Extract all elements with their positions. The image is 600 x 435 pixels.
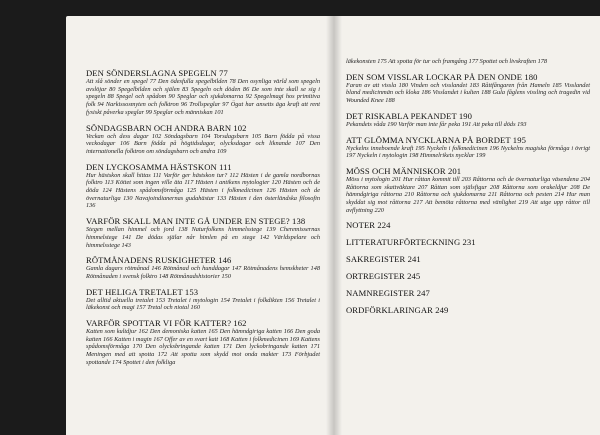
toc-heading: ATT GLÖMMA NYCKLARNA PÅ BORDET 195: [346, 134, 526, 145]
toc-heading: VARFÖR SPOTTAR VI FÖR KATTER? 162: [86, 318, 247, 329]
toc-entries: Katten som kultdjur 162 Den demoniska katten 165 Den hämndgiriga katten 166 Den goda katten 166 Katten i magin 167 Offer av en svart katt 168 Katten i folkmedicinen 169 Kattens spådomsförmåga 170 Den olycksbringande katten 171 Den lyckobringande katten 171 Meningen med att spotta 172 Att spotta som skydd mot onda makter 173 Förbjudet spottande 174 Spottet i den folkliga: [86, 328, 320, 366]
toc-heading: SAKREGISTER 241: [346, 254, 421, 265]
toc-heading: DEN SÖNDERSLAGNA SPEGELN 77: [86, 68, 228, 78]
toc-heading: MÖSS OCH MÄNNISKOR 201: [346, 165, 462, 176]
toc-section: [346, 305, 590, 315]
toc-heading: VARFÖR SKALL MAN INTE GÅ UNDER EN STEGE? 138: [86, 216, 306, 227]
toc-heading: ORTREGISTER 245: [346, 271, 421, 282]
toc-section: [346, 72, 590, 105]
toc-section: [86, 287, 320, 312]
toc-heading: ORDFÖRKLARINGAR 249: [346, 305, 449, 316]
toc-entries: Nyckelns inneboende kraft 195 Nyckeln i folkmedicinen 196 Nyckelns magiska förmåga i övrigt 197 Nyckeln i mytologin 198 Himmelrikets nycklar 199: [346, 144, 590, 160]
toc-heading: LITTERATURFÖRTECKNING 231: [346, 237, 476, 248]
toc-heading: DEN SOM VISSLAR LOCKAR PÅ DEN ONDE 180: [346, 71, 538, 82]
toc-section: [86, 216, 320, 249]
toc-entries: Faran av att vissla 180 Vinden och visslandet 183 Råttfångaren från Hameln 185 Visslandet bland medicinmän och kloka 186 Visslandet i kulten 188 Gula fåglens vissling och tragedin vid Wounded Knee 188: [346, 81, 590, 105]
toc-heading: NOTER 224: [346, 220, 391, 231]
toc-continuation: [346, 58, 590, 66]
toc-heading: DEN LYCKOSAMMA HÄSTSKON 111: [86, 161, 232, 172]
toc-entries: Hur hästskon skall hittas 111 Varför ger hästskon tur? 112 Hästen i de gamla nordbornas folktro 113 Köttet som ingen ville äta 117 Hästen i antikens mytologier 120 Hästen och de döda 124 Hästens spådomsförmåga 125 Hästen i folkmedicinen 126 Hästen och de övernaturliga 130 Navajoindianernas gudahästar 133 Hästen i den österländska filosofin 136: [86, 171, 320, 210]
toc-section: [86, 162, 320, 211]
toc-section: [86, 123, 320, 156]
toc-section: [346, 271, 590, 281]
toc-entries: Gamla dagars rötmånad 146 Rötmånad och hunddagar 147 Rötmånadens hemskheter 148 Rötmånaden i svensk folktro 148 Rötmånadshistorier 150: [86, 265, 320, 280]
toc-heading: RÖTMÅNADENS RUSKIGHETER 146: [86, 255, 232, 266]
left-contents-column: [86, 68, 320, 373]
book-gutter-shadow: [326, 16, 342, 435]
toc-heading: NAMNREGISTER 247: [346, 288, 430, 299]
toc-entries: läkekonsten 175 Att spotta för tur och framgång 177 Spottet och livskraften 178: [346, 58, 548, 65]
toc-entries: Stegen mellan himmel och jord 138 Naturfolkens himmelsstege 139 Cheremissernas himmelstege 141 De dödas själar når himlen på en stege 142 Världspelare och himmelsstege 143: [86, 226, 320, 249]
left-page: [66, 16, 334, 435]
toc-heading: DET RISKABLA PEKANDET 190: [346, 110, 473, 121]
toc-section: [346, 237, 590, 247]
toc-section: [346, 220, 590, 230]
toc-section: [86, 318, 320, 367]
toc-entries: Pekandets våda 190 Varför man inte får peka 191 Att peka till döds 193: [346, 120, 527, 128]
toc-section: [346, 254, 590, 264]
toc-section: [346, 135, 590, 160]
toc-section: [86, 68, 320, 117]
right-contents-column: [346, 58, 590, 322]
toc-section: [346, 288, 590, 298]
toc-heading: SÖNDAGSBARN OCH ANDRA BARN 102: [86, 122, 247, 133]
toc-section: [346, 166, 590, 215]
right-page: [334, 16, 600, 435]
toc-entries: Veckan och dess dagar 102 Söndagsbarn 104 Torsdagsbarn 105 Barn födda på vissa veckodagar 106 Barn födda på högtidsdagar, olycksdagar och liknande 107 Den internationella folktron om söndagsbarn och andra 109: [86, 132, 320, 155]
toc-entries: Möss i mytologin 201 Hur råttan kommit till 203 Råttorna och de övernaturliga väsendena 204 Råttorna som skattväktare 207 Råttan som själsfigur 208 Råttorna som orakeldjur 208 De hämndgiriga råttorna 210 Råttorna och sjukdomarna 211 Råttorna och pesten 214 Hur man skyddat sig mot råttorna 217 Att bemöta råttorna med vänlighet 219 Att utge upp råttor till avflyttning 220: [346, 175, 590, 214]
toc-entries: Att slå sönder en spegel 77 Den ödesfulla spegelbilden 78 Den osynliga värld som spegeln avslöjar 80 Spegelbilden och själen 83 Spegeln och döden 86 De som inte skall se sig i spegeln 88 Spegel och spådom 90 Speglar och sjukdomarna 92 Spegelmagi hos primitiva folk 94 Narkissosmyten och folktron 96 Trollspeglar 97 Ögat har ansetts äga kraft att rent fysiskt påverka speglar 99 Speglar och människan 101: [86, 78, 320, 116]
toc-section: [346, 111, 590, 129]
toc-entries: Det alltid aktuella tretalet 153 Tretalet i mytologin 154 Tretalet i folkdikten 156 Tretalet i läkekonst och magi 157 Tretal och niotal 160: [86, 296, 320, 312]
toc-section: [86, 255, 320, 280]
toc-heading: DET HELIGA TRETALET 153: [86, 286, 199, 297]
